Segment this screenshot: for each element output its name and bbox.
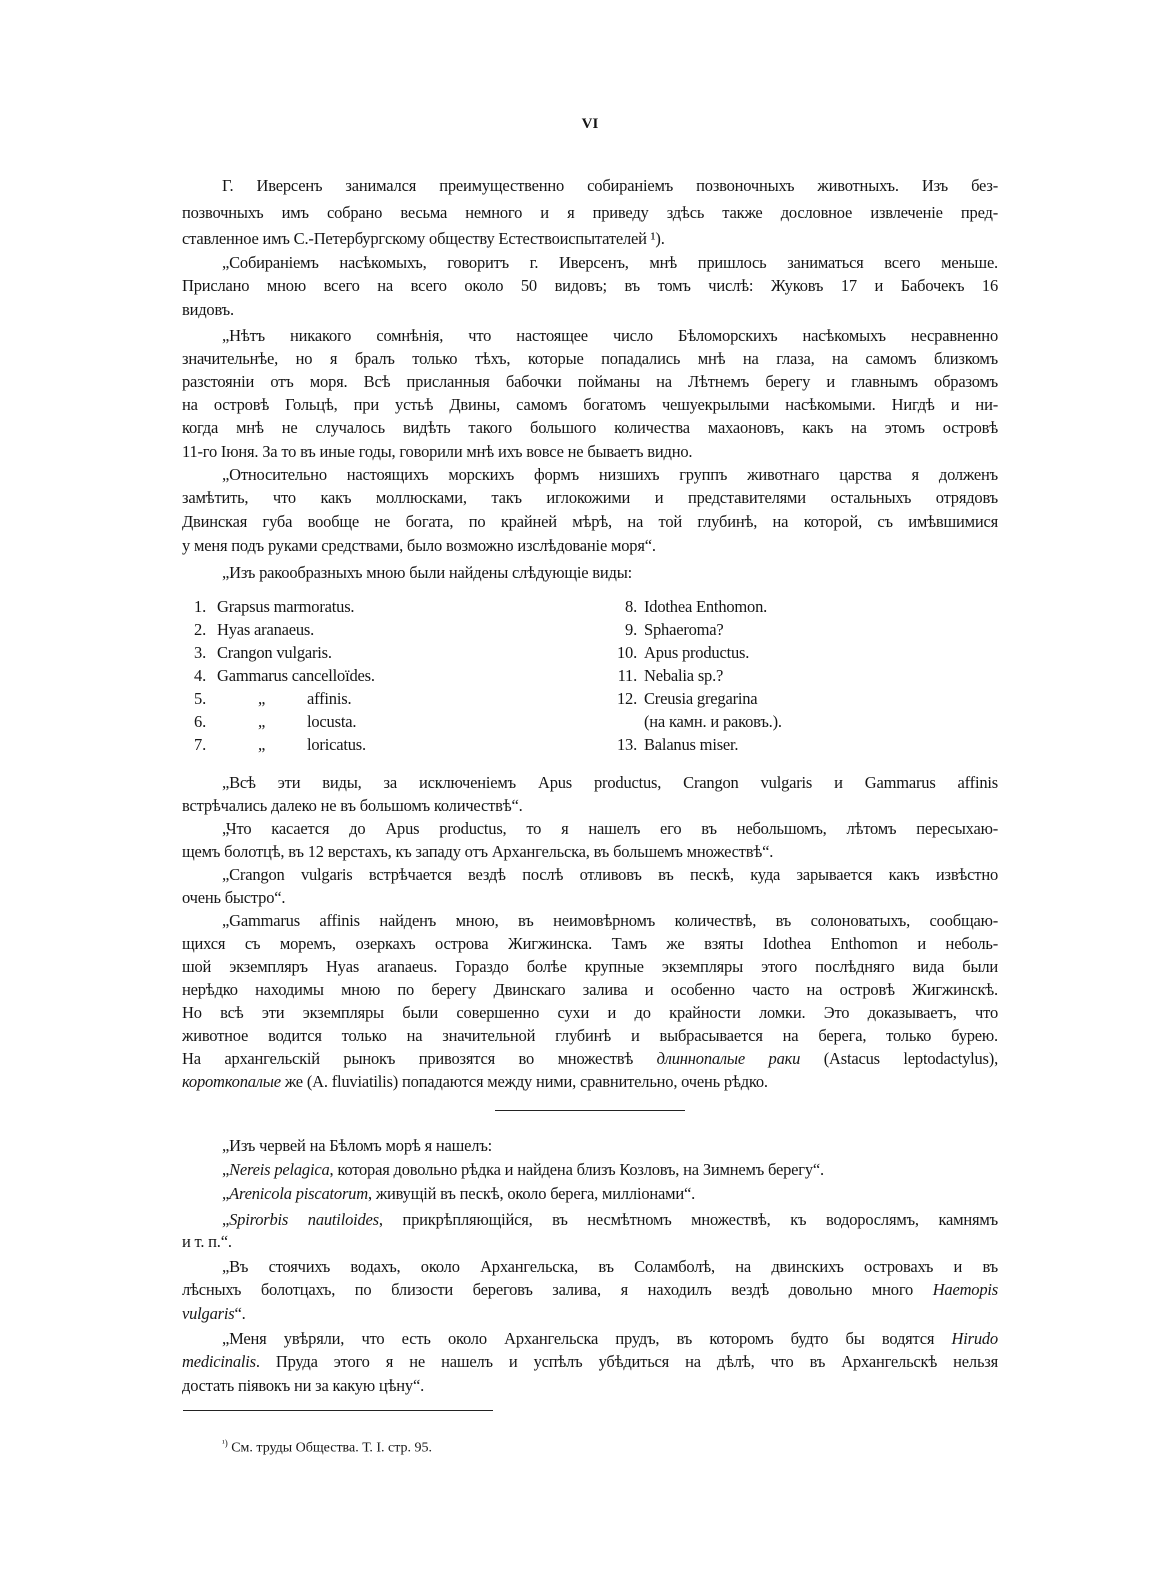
text-line	[222, 1255, 998, 1279]
text-segment: замѣтить, что какъ моллюсками, такъ иглокожими и представителями остальныхъ отрядовъ	[182, 488, 998, 507]
text-line	[182, 1278, 998, 1302]
text-line	[222, 1134, 998, 1158]
species-name: loricatus.	[307, 735, 366, 754]
text-line	[182, 201, 998, 225]
text-segment: когда мнѣ не случалось видѣть такого большого количества махаоновъ, какъ на этомъ островѣ	[182, 418, 998, 437]
text-segment: „Въ стоячихъ водахъ, около Архангельска, въ Соламболѣ, на двинскихъ островахъ и въ	[222, 1257, 998, 1276]
text-segment: Двинская губа вообще не богата, по крайней мѣрѣ, на той глубинѣ, на которой, съ имѣвшимися	[182, 512, 998, 531]
italic-term: medicinalis	[182, 1352, 256, 1371]
ditto-mark: „	[258, 689, 266, 708]
list-number: 12.	[616, 689, 637, 708]
italic-term: Nereis pelagica	[229, 1160, 330, 1179]
text-segment: „Что касается до Apus productus, то я нашелъ его въ небольшомъ, лѣтомъ пересыхаю-	[222, 819, 998, 838]
footnote-mark: ¹)	[222, 1438, 228, 1448]
text-segment: „Всѣ эти виды, за исключеніемъ Apus productus, Crangon vulgaris и Gammarus affinis	[222, 773, 998, 792]
list-number: 8.	[625, 597, 637, 616]
footnote-divider	[183, 1410, 493, 1411]
text-segment: Но всѣ эти экземпляры были совершенно сухи и до крайности ломки. Это доказываетъ, что	[182, 1003, 998, 1022]
text-segment: у меня подъ руками средствами, было возможно изслѣдованіе моря“.	[182, 536, 656, 555]
text-line	[182, 1302, 998, 1326]
text-segment: , живущій въ пескѣ, около берега, милліонами“.	[367, 1184, 696, 1203]
section-divider	[495, 1110, 685, 1111]
text-segment: Г. Иверсенъ занимался преимущественно собираніемъ позвоночныхъ животныхъ. Изъ без-	[222, 176, 998, 195]
text-segment: „Меня увѣряли, что есть около Архангельска прудъ, въ которомъ будто бы водятся	[222, 1329, 952, 1348]
species-name: (на камн. и раковъ.).	[644, 712, 782, 731]
species-name: affinis.	[307, 689, 352, 708]
text-line	[182, 1047, 998, 1071]
text-line	[182, 1230, 998, 1254]
text-segment: и т. п.“.	[182, 1232, 232, 1251]
italic-term: длиннопалые раки	[656, 1049, 801, 1068]
text-line	[182, 1024, 998, 1048]
list-number: 3.	[194, 643, 206, 662]
text-line	[182, 393, 998, 417]
text-segment: 11-го Іюня. За то въ иные годы, говорили мнѣ ихъ вовсе не бываетъ видно.	[182, 442, 693, 461]
species-name: Apus productus.	[644, 643, 750, 662]
text-line	[182, 1070, 998, 1094]
text-line	[182, 274, 998, 298]
species-name: Grapsus marmoratus.	[217, 597, 355, 616]
text-segment: „Собираніемъ насѣкомыхъ, говоритъ г. Иверсенъ, мнѣ пришлось заниматься всего меньше.	[222, 253, 998, 272]
text-segment: нерѣдко находимы мною по берегу Двинскаго залива и особенно часто на островѣ Жигжинскѣ.	[182, 980, 998, 999]
text-line	[182, 1001, 998, 1025]
text-line	[182, 932, 998, 956]
text-segment: „Gammarus affinis найденъ мною, въ неимовѣрномъ количествѣ, въ солоноватыхъ, сообщаю-	[222, 911, 998, 930]
footnote	[222, 1432, 432, 1460]
text-segment: ставленное имъ С.-Петербургскому обществу Естествоиспытателей ¹).	[182, 229, 665, 248]
text-segment: достать піявокъ ни за какую цѣну“.	[182, 1376, 424, 1395]
list-number: 1.	[194, 597, 206, 616]
text-line	[222, 1158, 998, 1182]
text-segment: очень быстро“.	[182, 888, 286, 907]
text-line	[182, 370, 998, 394]
text-segment: встрѣчались далеко не въ большомъ количествѣ“.	[182, 796, 523, 815]
text-segment: , прикрѣпляющійся, въ несмѣтномъ множествѣ, къ водорослямъ, камнямъ	[378, 1210, 999, 1229]
text-line	[222, 1208, 998, 1232]
footnote-text: См. труды Общества. Т. I. стр. 95.	[227, 1440, 433, 1456]
text-segment: „Изъ червей на Бѣломъ морѣ я нашелъ:	[222, 1136, 493, 1155]
text-segment: На архангельскій рынокъ привозятся во множествѣ	[182, 1049, 657, 1068]
text-line	[182, 440, 998, 464]
text-line	[182, 1374, 998, 1398]
list-number: 7.	[194, 735, 206, 754]
text-line	[182, 347, 998, 371]
species-name: Hyas aranaeus.	[217, 620, 315, 639]
species-name: Creusia gregarina	[644, 689, 758, 708]
text-segment: Прислано мною всего на всего около 50 видовъ; въ томъ числѣ: Жуковъ 17 и Бабочекъ 16	[182, 276, 998, 295]
text-segment: же (A. fluviatilis) попадаются между ними, сравнительно, очень рѣдко.	[280, 1072, 768, 1091]
species-name: Gammarus cancelloïdes.	[217, 666, 375, 685]
text-line	[222, 324, 998, 348]
text-segment: позвочныхъ имъ собрано весьма немного и я приведу здѣсь также дословное извлеченіе пред-	[182, 203, 998, 222]
species-name: locusta.	[307, 712, 357, 731]
text-line	[182, 1350, 998, 1374]
text-segment: „Изъ ракообразныхъ мною были найдены слѣдующіе виды:	[222, 563, 632, 582]
text-segment: (Astacus leptodactylus),	[800, 1049, 998, 1068]
text-segment: животное водится только на значительной глубинѣ и выбрасывается на берега, только бурею.	[182, 1026, 998, 1045]
text-segment: „	[222, 1210, 230, 1229]
species-name: Sphaeroma?	[644, 620, 724, 639]
text-line	[222, 817, 998, 841]
text-segment: „	[222, 1160, 230, 1179]
text-segment: шой экземпляръ Hyas aranaeus. Гораздо болѣе крупные экземпляры этого послѣдняго вида были	[182, 957, 998, 976]
text-segment: щихся съ моремъ, озеркахъ острова Жигжинска. Тамъ же взяты Idothea Enthomon и неболь-	[182, 934, 998, 953]
text-segment: разстояніи отъ моря. Всѣ присланныя бабочки пойманы на Лѣтнемъ берегу и главнымъ образомъ	[182, 372, 998, 391]
text-line	[182, 978, 998, 1002]
text-segment: „Нѣтъ никакого сомнѣнія, что настоящее число Бѣломорскихъ насѣкомыхъ несравненно	[222, 326, 998, 345]
text-line	[182, 886, 998, 910]
page-number: VI	[581, 116, 599, 132]
text-line	[182, 510, 998, 534]
text-segment: “.	[234, 1304, 246, 1323]
text-line	[222, 174, 998, 198]
italic-term: Arenicola piscatorum	[229, 1184, 368, 1203]
text-line	[222, 771, 998, 795]
list-number: 4.	[194, 666, 206, 685]
list-number: 6.	[194, 712, 206, 731]
text-line	[222, 1327, 998, 1351]
text-line	[222, 1182, 998, 1206]
text-line	[222, 863, 998, 887]
text-line	[182, 416, 998, 440]
species-name: Crangon vulgaris.	[217, 643, 332, 662]
text-segment: , которая довольно рѣдка и найдена близъ Козловъ, на Зимнемъ берегу“.	[329, 1160, 824, 1179]
species-name: Balanus miser.	[644, 735, 739, 754]
text-line	[222, 909, 998, 933]
italic-term: короткопалые	[182, 1072, 281, 1091]
italic-term: Haemopis	[932, 1280, 998, 1299]
list-number: 11.	[617, 666, 637, 685]
ditto-mark: „	[258, 735, 266, 754]
list-number: 13.	[616, 735, 637, 754]
text-line	[182, 840, 998, 864]
italic-term: Spirorbis nautiloides	[229, 1210, 379, 1229]
text-segment: „	[222, 1184, 230, 1203]
text-segment: щемъ болотцѣ, въ 12 верстахъ, къ западу отъ Архангельска, въ большемъ множествѣ“.	[182, 842, 774, 861]
list-number: 2.	[194, 620, 206, 639]
text-line	[182, 227, 998, 251]
text-line	[182, 298, 998, 322]
text-line	[182, 486, 998, 510]
text-line	[222, 463, 998, 487]
list-number: 9.	[625, 620, 637, 639]
text-segment: . Пруда этого я не нашелъ и успѣлъ убѣдиться на дѣлѣ, что въ Архангельскѣ нельзя	[255, 1352, 998, 1371]
species-name: Idothea Enthomon.	[644, 597, 768, 616]
list-number: 10.	[616, 643, 637, 662]
italic-term: Hirudo	[951, 1329, 998, 1348]
text-line	[222, 561, 998, 585]
text-segment: на островѣ Гольцѣ, при устьѣ Двины, самомъ богатомъ чешуекрылыми насѣкомыми. Нигдѣ и ни-	[182, 395, 998, 414]
list-number: 5.	[194, 689, 206, 708]
text-segment: „Crangon vulgaris встрѣчается вездѣ послѣ отливовъ въ пескѣ, куда зарывается какъ извѣстно	[222, 865, 998, 884]
text-line	[182, 794, 998, 818]
text-segment: видовъ.	[182, 300, 234, 319]
text-segment: „Относительно настоящихъ морскихъ формъ низшихъ группъ животнаго царства я долженъ	[222, 465, 998, 484]
italic-term: vulgaris	[182, 1304, 235, 1323]
text-line	[222, 251, 998, 275]
text-segment: значительнѣе, но я бралъ только тѣхъ, которые попадались мнѣ на глаза, на самомъ близкомъ	[182, 349, 998, 368]
species-name: Nebalia sp.?	[644, 666, 724, 685]
text-line	[182, 534, 998, 558]
text-segment: лѣсныхъ болотцахъ, по близости береговъ залива, я находилъ вездѣ довольно много	[182, 1280, 933, 1299]
ditto-mark: „	[258, 712, 266, 731]
text-line	[182, 955, 998, 979]
